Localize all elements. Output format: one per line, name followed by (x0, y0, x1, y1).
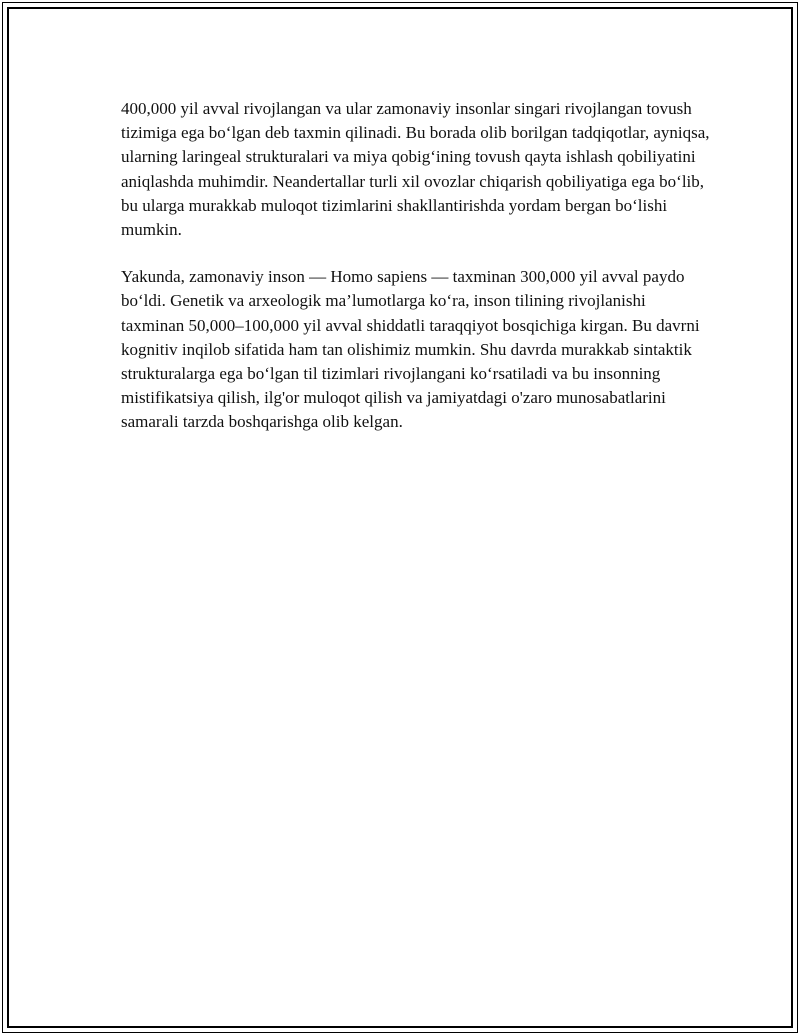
document-body (121, 97, 711, 458)
paragraph-1: 400,000 yil avval rivojlangan va ular zamonaviy insonlar singari rivojlangan tovush tizimiga ega bo‘lgan deb taxmin qilinadi. Bu borada olib borilgan tadqiqotlar, ayniqsa, ularning laringeal strukturalari va miya qobig‘ining tovush qayta ishlash qobiliyatini aniqlashda muhimdir. Neandertallar turli xil ovozlar chiqarish qobiliyatiga ega bo‘lib, bu ularga murakkab muloqot tizimlarini shakllantirishda yordam bergan bo‘lishi mumkin. (121, 99, 710, 240)
paragraph-2: Yakunda, zamonaviy inson — Homo sapiens — taxminan 300,000 yil avval paydo bo‘ldi. Genetik va arxeologik ma’lumotlarga ko‘ra, inson tilining rivojlanishi taxminan 50,000–100,000 yil avval shiddatli taraqqiyot bosqichiga kirgan. Bu davrni kognitiv inqilob sifatida ham tan olishimiz mumkin. Shu davrda murakkab sintaktik strukturalarga ega bo‘lgan til tizimlari rivojlangani ko‘rsatiladi va bu insonning mistifikatsiya qilish, ilg'or muloqot qilish va jamiyatdagi o'zaro munosabatlarini samarali tarzda boshqarishga olib kelgan. (121, 267, 700, 432)
document-page (2, 2, 798, 1033)
